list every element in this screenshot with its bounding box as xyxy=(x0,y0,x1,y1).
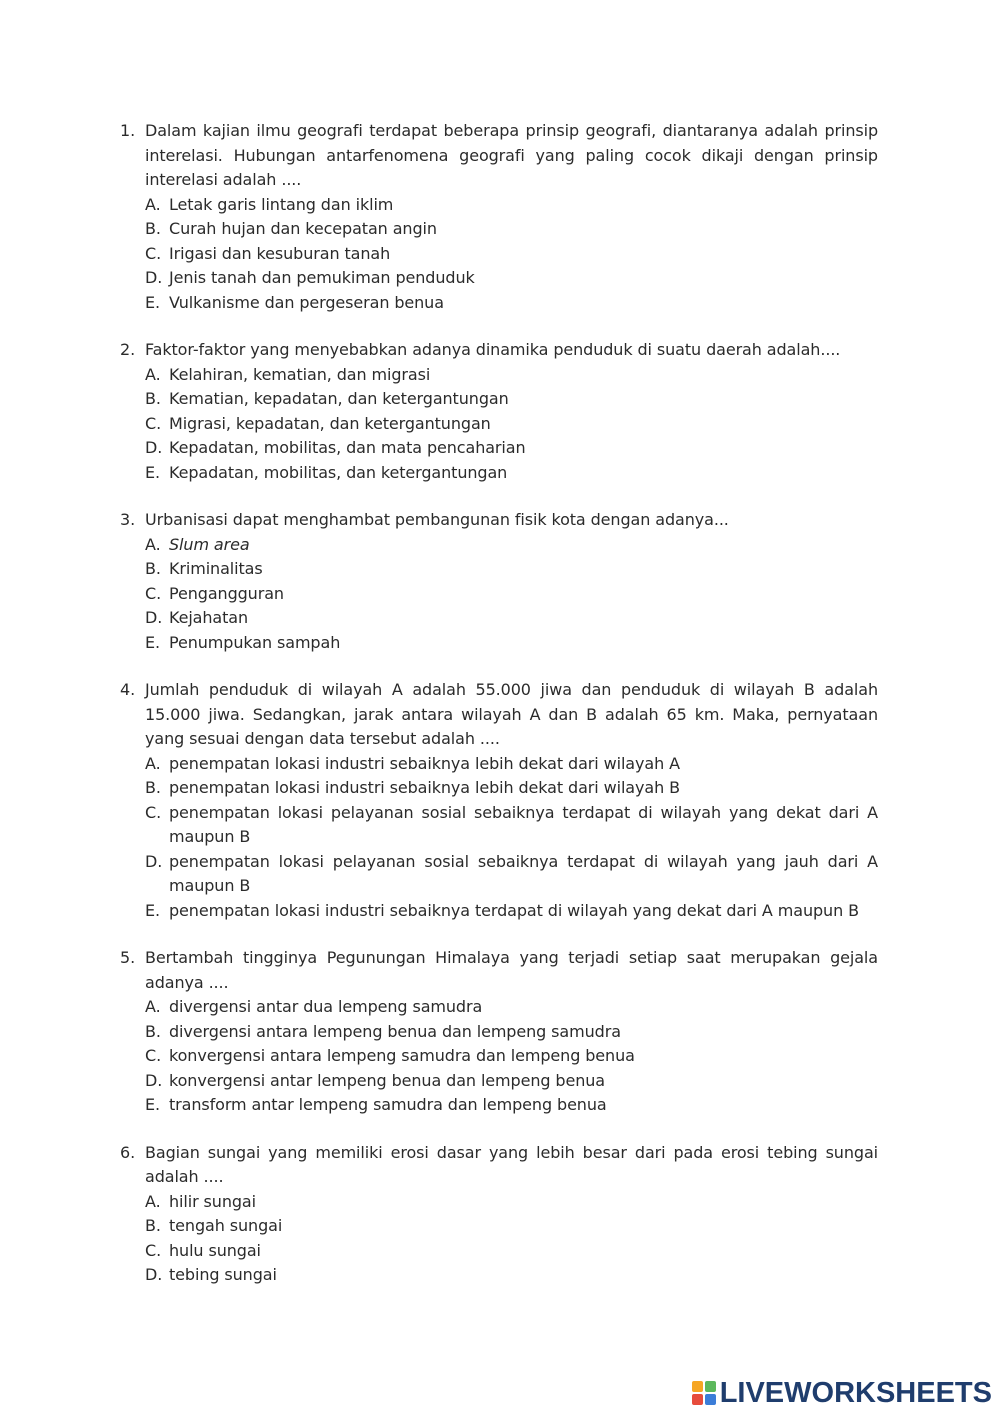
option-letter: D. xyxy=(145,268,163,287)
option-text: penempatan lokasi pelayanan sosial sebaiknya terdapat di wilayah yang dekat dari A maupun B xyxy=(169,802,878,846)
question-text: Faktor-faktor yang menyebabkan adanya dinamika penduduk di suatu daerah adalah.... xyxy=(145,340,841,359)
question-number: 5. xyxy=(120,948,136,967)
option-text: Kejahatan xyxy=(169,608,249,627)
option-d xyxy=(145,850,878,899)
question-5 xyxy=(120,946,878,1118)
option-e xyxy=(145,291,878,316)
option-letter: B. xyxy=(145,778,161,797)
option-letter: C. xyxy=(145,1240,162,1260)
logo-square xyxy=(692,1394,703,1405)
option-e xyxy=(145,631,878,656)
option-a xyxy=(145,752,878,777)
option-d xyxy=(145,1069,878,1094)
option-a xyxy=(145,995,878,1020)
option-a xyxy=(145,363,878,388)
option-list xyxy=(120,1190,878,1288)
option-text: Penumpukan sampah xyxy=(169,632,341,652)
option-list xyxy=(120,363,878,486)
option-letter: D. xyxy=(145,1265,163,1284)
option-c xyxy=(145,582,878,607)
question-4 xyxy=(120,678,878,923)
question-text: Jumlah penduduk di wilayah A adalah 55.000 jiwa dan penduduk di wilayah B adalah 15.000 jiwa. Sedangkan, jarak antara wilayah A dan B adalah 65 km. Maka, pernyataan yang sesuai dengan data tersebut adalah .... xyxy=(145,680,878,748)
option-text: Kelahiran, kematian, dan migrasi xyxy=(169,364,431,384)
option-e xyxy=(145,461,878,486)
option-text: konvergensi antara lempeng samudra dan lempeng benua xyxy=(169,1046,635,1065)
question-text: Urbanisasi dapat menghambat pembangunan fisik kota dengan adanya... xyxy=(145,510,729,529)
option-text: hilir sungai xyxy=(169,1191,256,1211)
option-list xyxy=(120,193,878,316)
option-text: penempatan lokasi industri sebaiknya lebih dekat dari wilayah B xyxy=(169,778,680,797)
option-a xyxy=(145,1190,878,1215)
option-c xyxy=(145,412,878,437)
option-c xyxy=(145,1044,878,1069)
brand-text: LIVEWORKSHEETS xyxy=(719,1377,992,1409)
option-d xyxy=(145,1263,878,1288)
option-list xyxy=(120,752,878,924)
question-1 xyxy=(120,119,878,315)
option-letter: B. xyxy=(145,559,161,578)
option-b xyxy=(145,557,878,582)
option-text: divergensi antara lempeng benua dan lempeng samudra xyxy=(169,1021,621,1041)
option-text: penempatan lokasi industri sebaiknya terdapat di wilayah yang dekat dari A maupun B xyxy=(169,900,859,920)
option-text: transform antar lempeng samudra dan lempeng benua xyxy=(169,1095,607,1114)
question-number: 1. xyxy=(120,121,136,140)
option-letter: C. xyxy=(145,413,162,433)
option-letter: D. xyxy=(145,851,163,871)
option-text: Kriminalitas xyxy=(169,559,263,578)
liveworksheets-watermark xyxy=(692,1378,992,1408)
option-letter: D. xyxy=(145,1070,163,1090)
question-2 xyxy=(120,338,878,485)
option-letter: A. xyxy=(145,753,161,773)
liveworksheets-logo-icon xyxy=(692,1381,716,1405)
logo-square xyxy=(705,1394,716,1405)
option-text: tengah sungai xyxy=(169,1216,283,1235)
option-text: Kepadatan, mobilitas, dan ketergantungan xyxy=(169,462,508,482)
option-e xyxy=(145,1093,878,1118)
option-letter: C. xyxy=(145,1046,162,1065)
option-letter: A. xyxy=(145,534,161,554)
option-letter: B. xyxy=(145,389,161,408)
option-text: Kematian, kepadatan, dan ketergantungan xyxy=(169,389,509,408)
option-c xyxy=(145,801,878,850)
option-b xyxy=(145,776,878,801)
option-e xyxy=(145,899,878,924)
question-3 xyxy=(120,508,878,655)
option-letter: A. xyxy=(145,194,161,214)
option-text: tebing sungai xyxy=(169,1265,277,1284)
option-b xyxy=(145,217,878,242)
option-list xyxy=(120,995,878,1118)
option-letter: E. xyxy=(145,900,160,920)
option-text: Migrasi, kepadatan, dan ketergantungan xyxy=(169,413,491,433)
option-letter: C. xyxy=(145,802,162,822)
option-c xyxy=(145,242,878,267)
option-letter: E. xyxy=(145,462,160,482)
option-text: Curah hujan dan kecepatan angin xyxy=(169,219,437,238)
option-text: hulu sungai xyxy=(169,1240,261,1260)
question-number: 3. xyxy=(120,510,136,529)
question-text: Bertambah tingginya Pegunungan Himalaya yang terjadi setiap saat merupakan gejala adanya .... xyxy=(145,948,878,992)
question-text: Bagian sungai yang memiliki erosi dasar yang lebih besar dari pada erosi tebing sungai adalah .... xyxy=(145,1142,878,1186)
logo-square xyxy=(692,1381,703,1392)
option-letter: C. xyxy=(145,583,162,603)
option-text: Irigasi dan kesuburan tanah xyxy=(169,243,391,263)
option-b xyxy=(145,387,878,412)
option-letter: A. xyxy=(145,364,161,384)
option-letter: C. xyxy=(145,243,162,263)
question-number: 4. xyxy=(120,680,136,699)
option-text: Jenis tanah dan pemukiman penduduk xyxy=(169,268,475,287)
option-letter: B. xyxy=(145,219,161,238)
question-number: 2. xyxy=(120,340,136,359)
option-d xyxy=(145,606,878,631)
option-text: konvergensi antar lempeng benua dan lempeng benua xyxy=(169,1070,605,1090)
logo-square xyxy=(705,1381,716,1392)
option-b xyxy=(145,1214,878,1239)
option-letter: E. xyxy=(145,292,160,312)
option-text: Vulkanisme dan pergeseran benua xyxy=(169,292,444,312)
option-text: Letak garis lintang dan iklim xyxy=(169,194,394,214)
option-letter: D. xyxy=(145,608,163,627)
option-letter: E. xyxy=(145,1095,160,1114)
option-list xyxy=(120,533,878,656)
option-text: penempatan lokasi industri sebaiknya lebih dekat dari wilayah A xyxy=(169,753,680,773)
option-letter: A. xyxy=(145,1191,161,1211)
option-text: Kepadatan, mobilitas, dan mata pencaharian xyxy=(169,438,526,457)
option-letter: E. xyxy=(145,632,160,652)
option-letter: B. xyxy=(145,1021,161,1041)
question-text: Dalam kajian ilmu geografi terdapat beberapa prinsip geografi, diantaranya adalah prinsip interelasi. Hubungan antarfenomena geografi yang paling cocok dikaji dengan prinsip interelasi adalah .... xyxy=(145,121,878,189)
question-number: 6. xyxy=(120,1142,136,1162)
option-c xyxy=(145,1239,878,1264)
question-list xyxy=(120,119,878,1311)
option-d xyxy=(145,436,878,461)
option-a xyxy=(145,533,878,558)
option-text: Pengangguran xyxy=(169,583,284,603)
option-text: penempatan lokasi pelayanan sosial sebaiknya terdapat di wilayah yang jauh dari A maupun B xyxy=(169,851,878,895)
option-text: divergensi antar dua lempeng samudra xyxy=(169,997,483,1016)
option-letter: A. xyxy=(145,997,161,1016)
option-d xyxy=(145,266,878,291)
option-text: Slum area xyxy=(169,534,250,554)
option-letter: B. xyxy=(145,1216,161,1235)
question-6 xyxy=(120,1141,878,1288)
option-b xyxy=(145,1020,878,1045)
option-letter: D. xyxy=(145,438,163,457)
option-a xyxy=(145,193,878,218)
